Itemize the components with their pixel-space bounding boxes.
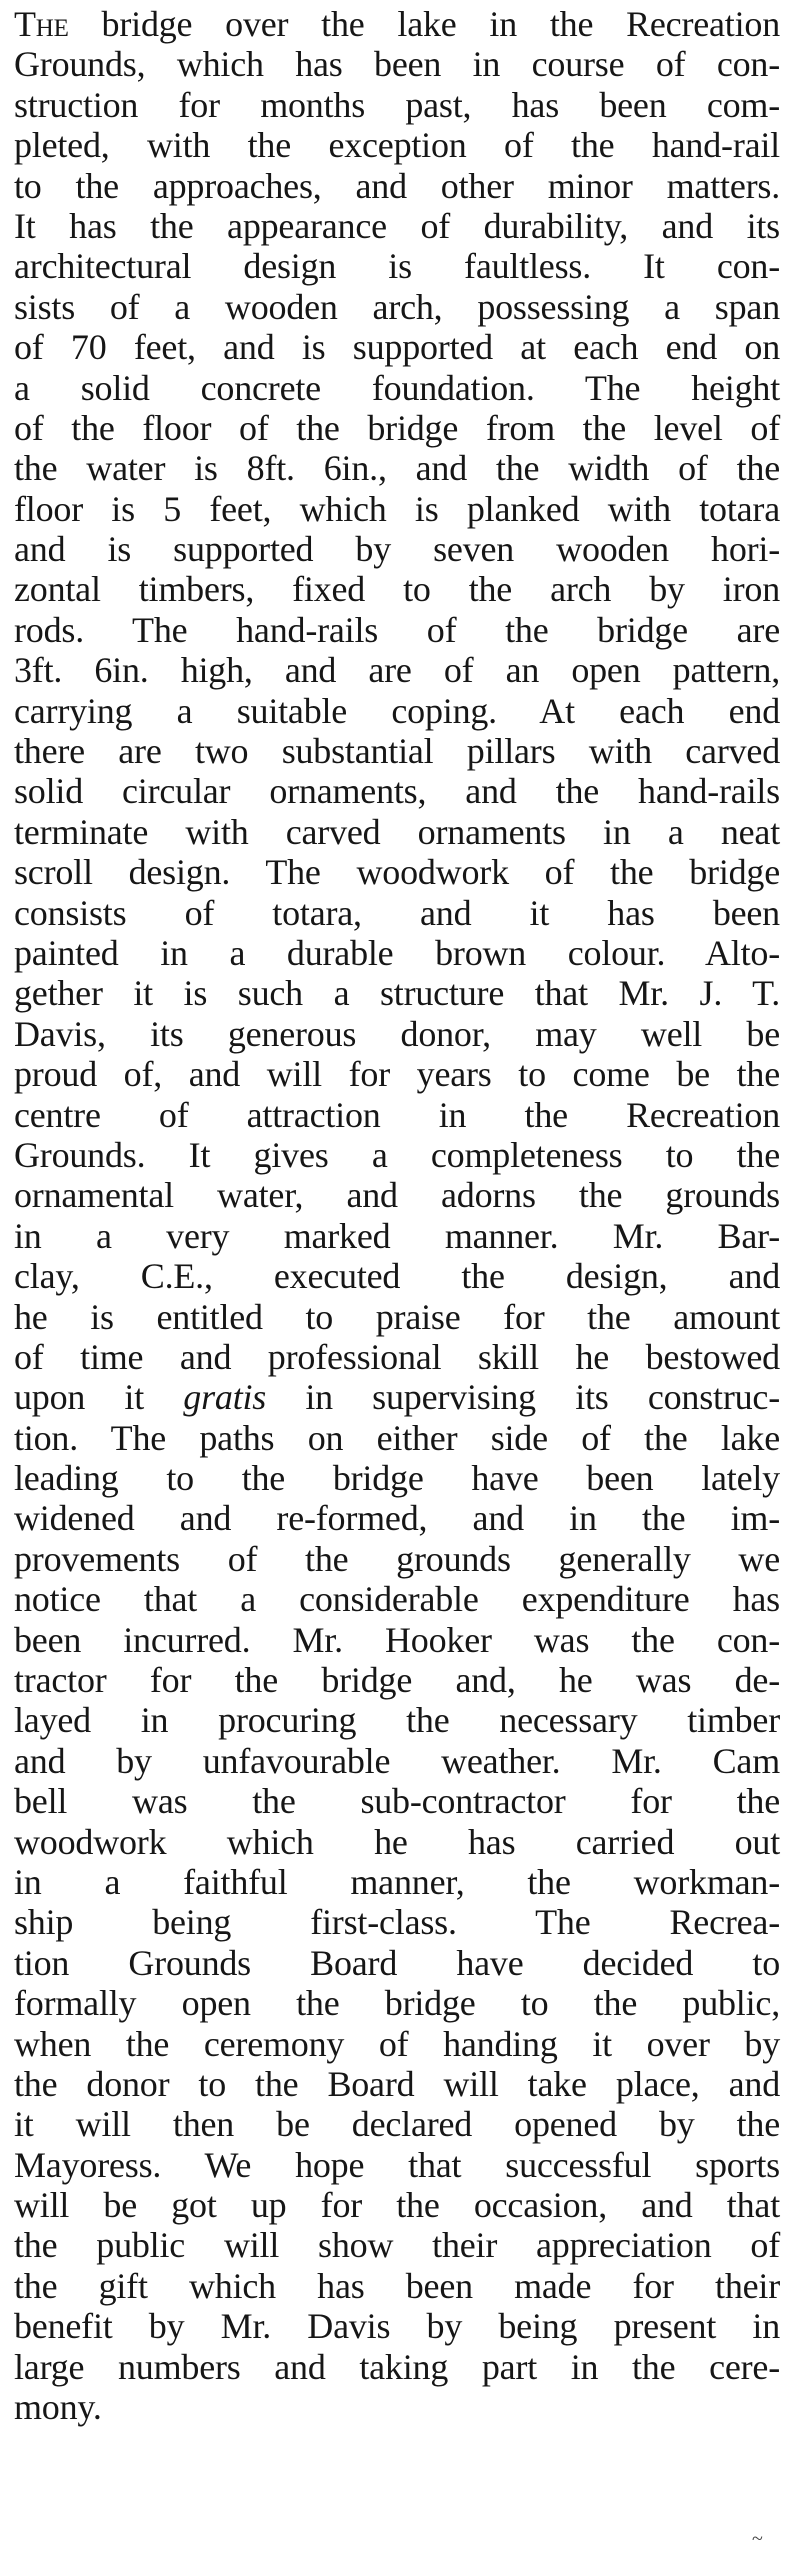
article-line-text: woodwork which he has carried out — [14, 1821, 780, 1862]
article-line — [14, 650, 780, 690]
article-line — [14, 973, 780, 1013]
article-line-text: and is supported by seven wooden hori- — [14, 529, 780, 570]
article-line — [14, 731, 780, 771]
article-line — [14, 1377, 780, 1417]
article-line — [14, 2225, 780, 2265]
article-line-text: ornamental water, and adorns the grounds — [14, 1175, 780, 1216]
article-line-text: architectural design is faultless. It con- — [14, 246, 780, 287]
article-line-text: sists of a wooden arch, possessing a span — [14, 286, 780, 327]
article-line — [14, 368, 780, 408]
article-line — [14, 2145, 780, 2185]
article-line-text: Grounds, which has been in course of con- — [14, 44, 780, 85]
article-line — [14, 2024, 780, 2064]
article-line-text: leading to the bridge have been lately — [14, 1458, 780, 1499]
article-line — [14, 125, 780, 165]
article-line-text: bridge over the lake in the Recreation — [68, 4, 780, 44]
article-line — [14, 2266, 780, 2306]
article-line-text: consists of totara, and it has been — [14, 892, 780, 933]
article-line — [14, 287, 780, 327]
article-line-text: solid circular ornaments, and the hand-rails — [14, 771, 780, 812]
article-line-pre: upon it — [14, 1377, 184, 1418]
article-line — [14, 1943, 780, 1983]
article-line-text: benefit by Mr. Davis by being present in — [14, 2306, 780, 2347]
article-line-text: pleted, with the exception of the hand-rail — [14, 125, 780, 166]
article-line-text: Davis, its generous donor, may well be — [14, 1013, 780, 1054]
article-line-text: gether it is such a structure that Mr. J. T. — [14, 973, 780, 1014]
article-line-text: rods. The hand-rails of the bridge are — [14, 609, 780, 650]
end-mark: ~ — [752, 2528, 763, 2550]
article-line-text: 3ft. 6in. high, and are of an open pattern, — [14, 650, 780, 691]
article-line-text: bell was the sub-contractor for the — [14, 1781, 780, 1822]
article-line — [14, 691, 780, 731]
article-line-text: terminate with carved ornaments in a neat — [14, 811, 780, 852]
article-line — [14, 4, 780, 44]
article-line — [14, 206, 780, 246]
article-line-text: of time and professional skill he bestowed — [14, 1336, 780, 1377]
article-line — [14, 1418, 780, 1458]
article-line — [14, 1620, 780, 1660]
article-line — [14, 1579, 780, 1619]
article-line-text: it will then be declared opened by the — [14, 2104, 780, 2145]
article-line-text: layed in procuring the necessary timber — [14, 1700, 780, 1741]
article-line-text: the donor to the Board will take place, and — [14, 2063, 780, 2104]
article-line — [14, 166, 780, 206]
article-line — [14, 1095, 780, 1135]
article-line-text: painted in a durable brown colour. Alto- — [14, 932, 780, 973]
article-line — [14, 1014, 780, 1054]
article-line — [14, 1297, 780, 1337]
article-line-text: tion Grounds Board have decided to — [14, 1942, 780, 1983]
article-line — [14, 1539, 780, 1579]
article-line-text: provements of the grounds generally we — [14, 1538, 780, 1579]
article-line-text: zontal timbers, fixed to the arch by iron — [14, 569, 780, 610]
article-line-text: floor is 5 feet, which is planked with totara — [14, 488, 780, 529]
article-line-text: struction for months past, has been com- — [14, 84, 780, 125]
article-line — [14, 933, 780, 973]
article-line-text: formally open the bridge to the public, — [14, 1983, 780, 2024]
article-line — [14, 812, 780, 852]
article-line — [14, 1054, 780, 1094]
article-line — [14, 1822, 780, 1862]
article-line-caps: The — [14, 4, 69, 44]
article-line — [14, 2306, 780, 2346]
article-line — [14, 2185, 780, 2225]
article-line-text: mony. — [14, 2387, 102, 2428]
article-line-text: clay, C.E., executed the design, and — [14, 1256, 780, 1297]
article-line — [14, 1256, 780, 1296]
article-line — [14, 1458, 780, 1498]
article-line — [14, 771, 780, 811]
article-line-text: in a faithful manner, the workman- — [14, 1861, 780, 1902]
article-line-text: and by unfavourable weather. Mr. Cam — [14, 1740, 780, 1781]
article-line-text: centre of attraction in the Recreation — [14, 1094, 780, 1135]
article-line-text: It has the appearance of durability, and its — [14, 205, 780, 246]
article-line-text: in a very marked manner. Mr. Bar- — [14, 1215, 780, 1256]
article-line — [14, 327, 780, 367]
article-line — [14, 1337, 780, 1377]
article-line — [14, 610, 780, 650]
article-line — [14, 1781, 780, 1821]
article-line-text: the gift which has been made for their — [14, 2265, 780, 2306]
article-line-text: widened and re-formed, and in the im- — [14, 1498, 780, 1539]
article-line — [14, 448, 780, 488]
article-line-text: a solid concrete foundation. The height — [14, 367, 780, 408]
article-line-text: been incurred. Mr. Hooker was the con- — [14, 1619, 780, 1660]
article-line-text: ship being first-class. The Recrea- — [14, 1902, 780, 1943]
article-line — [14, 529, 780, 569]
news-article — [14, 4, 780, 2427]
article-line — [14, 1498, 780, 1538]
article-line-text: the water is 8ft. 6in., and the width of the — [14, 448, 780, 489]
article-line — [14, 1983, 780, 2023]
article-line-text: he is entitled to praise for the amount — [14, 1296, 780, 1337]
article-line-text: when the ceremony of handing it over by — [14, 2023, 780, 2064]
article-line-text: Grounds. It gives a completeness to the — [14, 1134, 780, 1175]
article-line — [14, 85, 780, 125]
article-line — [14, 1216, 780, 1256]
article-line — [14, 246, 780, 286]
article-line-text: tion. The paths on either side of the lake — [14, 1417, 780, 1458]
article-line — [14, 1135, 780, 1175]
article-line — [14, 1660, 780, 1700]
article-line-text: there are two substantial pillars with carved — [14, 731, 780, 772]
article-line-text: scroll design. The woodwork of the bridge — [14, 852, 780, 893]
article-line-text: carrying a suitable coping. At each end — [14, 690, 780, 731]
article-line — [14, 489, 780, 529]
article-line — [14, 2347, 780, 2387]
article-line-text: of the floor of the bridge from the level of — [14, 407, 780, 448]
article-line — [14, 893, 780, 933]
article-line-post: in supervising its construc- — [266, 1377, 781, 1418]
article-line — [14, 1175, 780, 1215]
article-line — [14, 44, 780, 84]
article-line-text: tractor for the bridge and, he was de- — [14, 1660, 780, 1701]
article-line — [14, 1741, 780, 1781]
article-line-ital: gratis — [183, 1377, 267, 1418]
article-line — [14, 1862, 780, 1902]
article-line-text: proud of, and will for years to come be the — [14, 1054, 780, 1095]
article-line-text: the public will show their appreciation of — [14, 2225, 780, 2266]
article-line — [14, 569, 780, 609]
article-line — [14, 2064, 780, 2104]
article-line — [14, 852, 780, 892]
article-line — [14, 2387, 780, 2427]
article-line-text: to the approaches, and other minor matters. — [14, 165, 780, 206]
article-line-text: notice that a considerable expenditure has — [14, 1579, 780, 1620]
article-line-text: large numbers and taking part in the cere- — [14, 2346, 780, 2387]
article-line-text: will be got up for the occasion, and that — [14, 2185, 780, 2226]
article-line — [14, 2104, 780, 2144]
article-line — [14, 1700, 780, 1740]
article-line — [14, 1902, 780, 1942]
article-line-text: of 70 feet, and is supported at each end on — [14, 327, 780, 368]
article-line — [14, 408, 780, 448]
article-line-text: Mayoress. We hope that successful sports — [14, 2144, 780, 2185]
